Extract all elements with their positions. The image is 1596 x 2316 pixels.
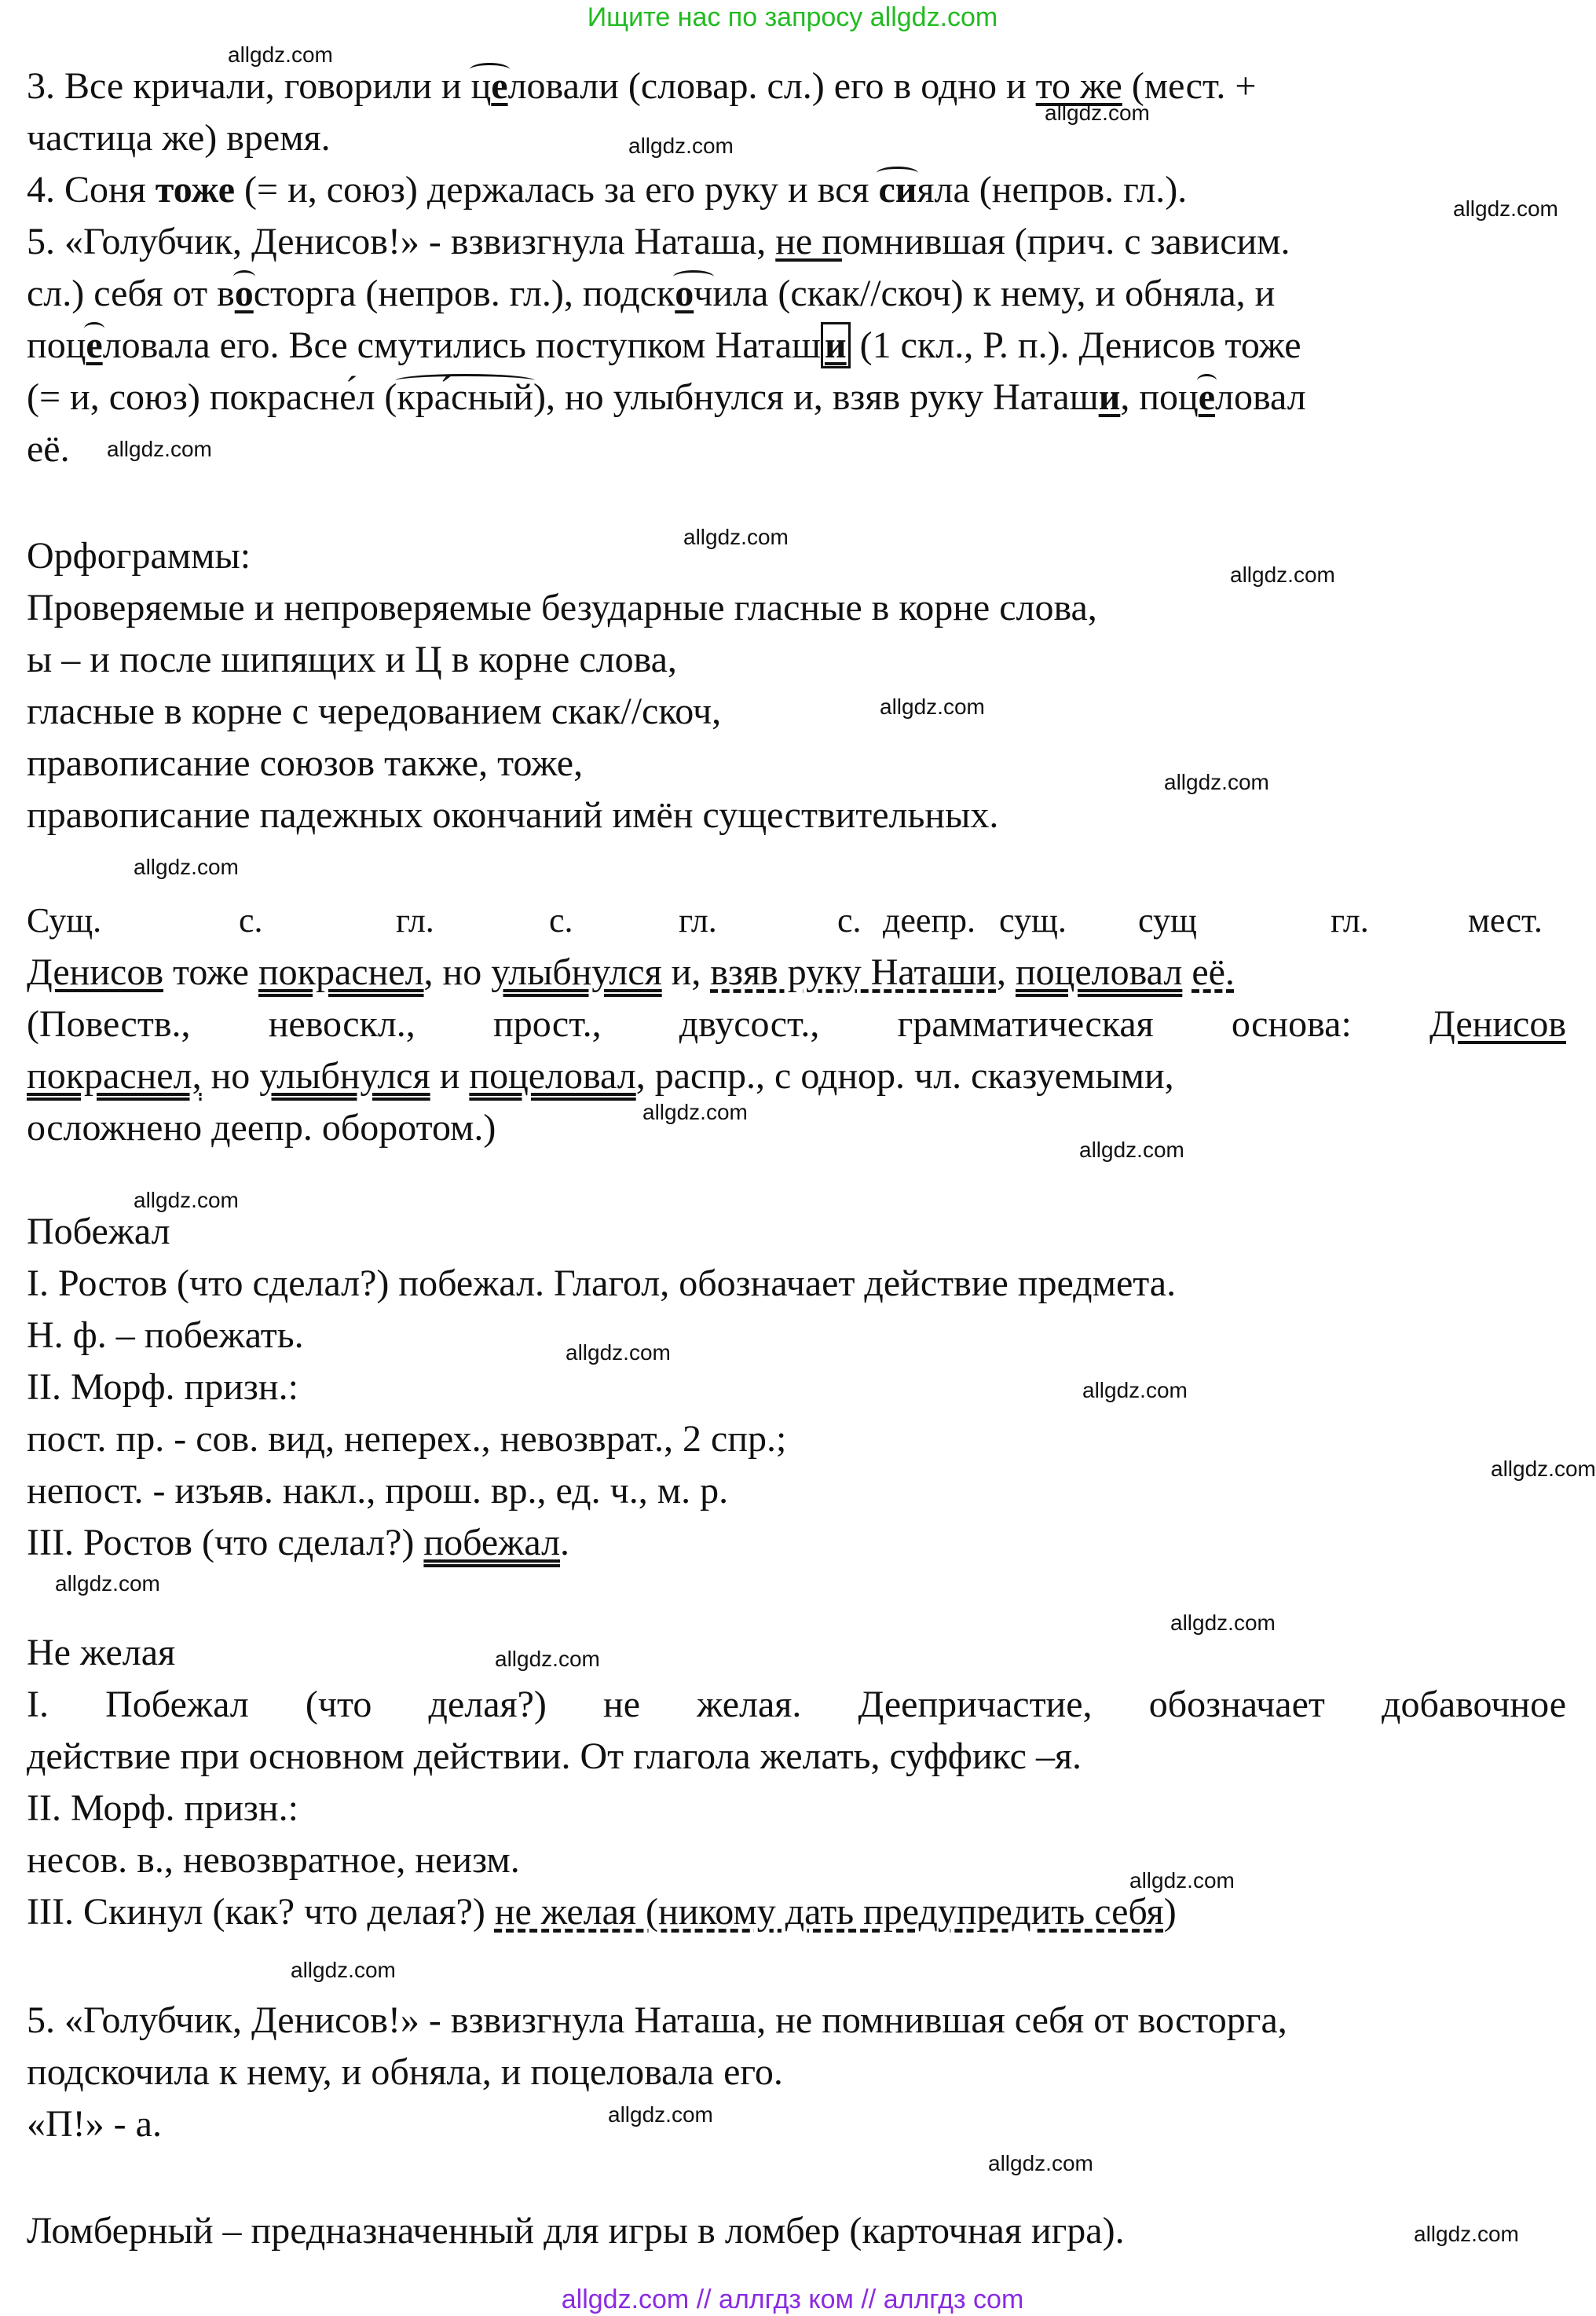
gerund-title: Не желая	[27, 1632, 176, 1673]
pos-label: гл.	[679, 901, 717, 940]
sentence-5-line-4: (= и, союз) покрасне́л (кра́сный), но улыбнулся и, взяв руку Наташи, поцеловал	[27, 372, 1566, 423]
sentence-3-line-2: частица же) время.	[27, 117, 331, 159]
orthogram-item: гласные в корне с чередованием скак//скоч,	[27, 691, 722, 732]
watermark: allgdz.com	[495, 1647, 600, 1671]
sentence-5-line-3: поцеловала его. Все смутились поступком Наташ и (1 скл., Р. п.). Денисов тоже	[27, 321, 1566, 371]
pos-label: деепр.	[883, 901, 976, 940]
verb-analysis-line: I. Ростов (что сделал?) побежал. Глагол, обозначает действие предмета.	[27, 1262, 1177, 1304]
watermark: allgdz.com	[1230, 563, 1335, 587]
top-watermark[interactable]: Ищите нас по запросу allgdz.com	[587, 2, 998, 32]
gerund-analysis-line: III. Скинул (как? что делая?) не желая (никому дать предупредить себя)	[27, 1891, 1177, 1933]
sentence-description-line-1: (Повеств., невоскл., прост., двусост., грамматическая основа: Денисов	[27, 1003, 1566, 1045]
watermark: allgdz.com	[683, 525, 789, 549]
sentence-4: 4. Соня тоже (= и, союз) держалась за его руку и вся сияла (непров. гл.).	[27, 165, 1566, 215]
watermark: allgdz.com	[291, 1958, 396, 1982]
sentence-5-line-1: 5. «Голубчик, Денисов!» - взвизгнула Наташа, не помнившая (прич. с зависим.	[27, 221, 1290, 262]
watermark: allgdz.com	[880, 694, 985, 719]
watermark: allgdz.com	[1045, 101, 1150, 125]
gerund-analysis-line: I. Побежал (что делая?) не желая. Деепричастие, обозначает добавочное	[27, 1684, 1566, 1725]
pos-label: Сущ.	[27, 901, 102, 940]
orthogram-item: ы – и после шипящих и Ц в корне слова,	[27, 639, 677, 680]
watermark: allgdz.com	[1079, 1138, 1184, 1162]
verb-analysis-line: II. Морф. призн.:	[27, 1366, 298, 1408]
sentence-5-line-5: её.	[27, 428, 70, 470]
sentence-3-line-1: 3. Все кричали, говорили и целовали (словар. сл.) его в одно и то же (мест. +	[27, 61, 1566, 112]
watermark: allgdz.com	[134, 855, 239, 879]
watermark: allgdz.com	[1453, 196, 1558, 221]
watermark: allgdz.com	[107, 437, 212, 461]
verb-analysis-line: пост. пр. - сов. вид, неперех., невозврат., 2 спр.;	[27, 1418, 787, 1460]
watermark: allgdz.com	[608, 2102, 713, 2127]
watermark: allgdz.com	[628, 134, 734, 158]
pos-label: с.	[239, 901, 263, 940]
pos-label: сущ.	[999, 901, 1067, 940]
watermark: allgdz.com	[1491, 1457, 1596, 1481]
vocabulary-definition: Ломберный – предназначенный для игры в ломбер (карточная игра).	[27, 2210, 1125, 2252]
pos-label: с.	[549, 901, 573, 940]
pos-label: с.	[837, 901, 862, 940]
scheme-line: подскочила к нему, и обняла, и поцеловала его.	[27, 2051, 783, 2093]
watermark: allgdz.com	[1170, 1611, 1276, 1635]
orthogram-item: правописание падежных окончаний имён существительных.	[27, 794, 999, 836]
gerund-analysis-line: действие при основном действии. От глагола желать, суффикс –я.	[27, 1735, 1082, 1777]
parsed-sentence: Денисов тоже покраснел, но улыбнулся и, взяв руку Наташи, поцеловал её.	[27, 951, 1235, 993]
orthogram-item: правописание союзов также, тоже,	[27, 742, 584, 784]
bottom-watermark[interactable]: allgdz.com // аллгдз ком // аллгдз com	[561, 2285, 1024, 2314]
watermark: allgdz.com	[134, 1188, 239, 1212]
pos-label: гл.	[396, 901, 434, 940]
verb-analysis-line: III. Ростов (что сделал?) побежал.	[27, 1522, 570, 1563]
orthograms-title: Орфограммы:	[27, 535, 251, 577]
pos-label: гл.	[1331, 901, 1369, 940]
scheme-line: 5. «Голубчик, Денисов!» - взвизгнула Наташа, не помнившая себя от восторга,	[27, 1999, 1287, 2041]
pos-label: сущ	[1138, 901, 1197, 940]
verb-title: Побежал	[27, 1211, 170, 1252]
verb-analysis-line: Н. ф. – побежать.	[27, 1314, 304, 1356]
pos-label: мест.	[1468, 901, 1543, 940]
watermark: allgdz.com	[1129, 1868, 1235, 1893]
watermark: allgdz.com	[566, 1340, 671, 1365]
sentence-description-line-2: покраснел, но улыбнулся и поцеловал, распр., с однор. чл. сказуемыми,	[27, 1055, 1174, 1097]
gerund-analysis-line: II. Морф. призн.:	[27, 1787, 298, 1829]
sentence-5-line-2: сл.) себя от восторга (непров. гл.), подскочила (скак//скоч) к нему, и обняла, и	[27, 269, 1566, 319]
watermark: allgdz.com	[228, 42, 333, 67]
watermark: allgdz.com	[988, 2151, 1093, 2175]
orthogram-item: Проверяемые и непроверяемые безударные гласные в корне слова,	[27, 587, 1097, 628]
watermark: allgdz.com	[1164, 770, 1269, 794]
verb-analysis-line: непост. - изъяв. накл., прош. вр., ед. ч., м. р.	[27, 1470, 729, 1512]
watermark: allgdz.com	[55, 1571, 160, 1596]
scheme-line: «П!» - а.	[27, 2103, 162, 2145]
gerund-analysis-line: несов. в., невозвратное, неизм.	[27, 1839, 520, 1881]
watermark: allgdz.com	[642, 1100, 748, 1124]
sentence-description-line-3: осложнено деепр. оборотом.)	[27, 1107, 496, 1149]
watermark: allgdz.com	[1082, 1378, 1188, 1402]
watermark: allgdz.com	[1414, 2222, 1519, 2246]
